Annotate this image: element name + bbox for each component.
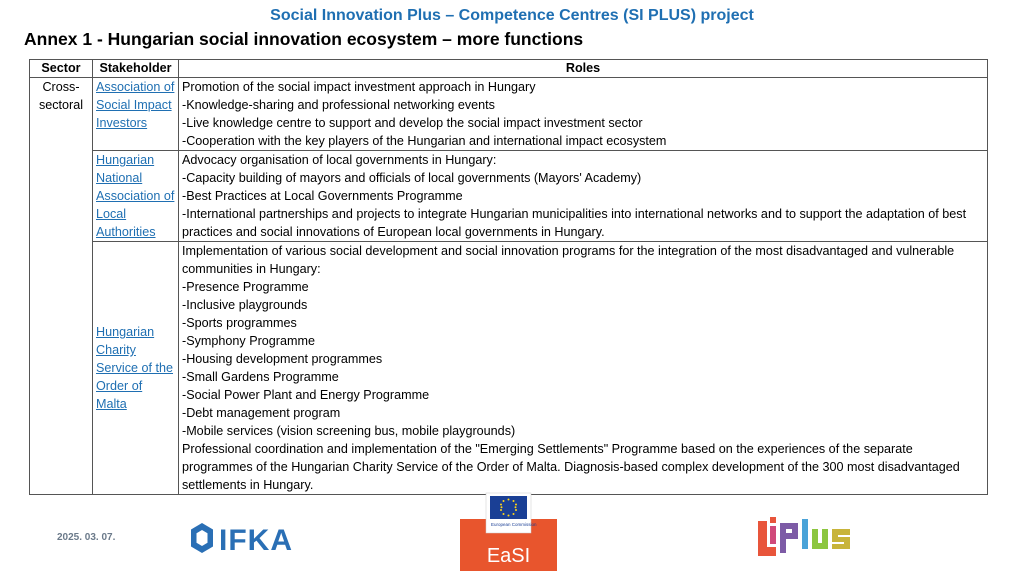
easi-caption: European Commission xyxy=(491,522,537,527)
role-line: Professional coordination and implementation of the "Emerging Settlements" Programme based on the experiences of the separate programmes of the Hungarian Charity Service of the Order of Malta. Diagnosis-based complex development of the 300 most disadvantaged settlements in Hungary. xyxy=(182,442,960,492)
role-line: -Live knowledge centre to support and develop the social impact investment sector xyxy=(182,116,643,130)
role-line: -Cooperation with the key players of the Hungarian and international impact ecosystem xyxy=(182,134,667,148)
stakeholder-cell xyxy=(93,78,179,151)
role-line: Promotion of the social impact investment approach in Hungary xyxy=(182,80,536,94)
table-header-row xyxy=(30,60,988,78)
role-line: -Knowledge-sharing and professional networking events xyxy=(182,98,495,112)
role-line: -Mobile services (vision screening bus, mobile playgrounds) xyxy=(182,424,516,438)
ifka-logo xyxy=(186,520,312,556)
role-line: -Symphony Programme xyxy=(182,334,315,348)
easi-logo-text: EaSI xyxy=(486,545,531,567)
slide-date: 2025. 03. 07. xyxy=(57,532,116,543)
roles-cell xyxy=(179,242,988,495)
role-line: -Sports programmes xyxy=(182,316,297,330)
roles-cell xyxy=(179,78,988,151)
stakeholder-link-malta[interactable]: Hungarian Charity Service of the Order of Malta xyxy=(96,325,174,411)
column-header-stakeholder: Stakeholder xyxy=(93,60,179,78)
role-line: Advocacy organisation of local governments in Hungary: xyxy=(182,153,497,167)
project-title: Social Innovation Plus – Competence Centres (SI PLUS) project xyxy=(270,7,754,24)
column-header-sector: Sector xyxy=(30,60,93,78)
table-row xyxy=(30,242,988,495)
table-row xyxy=(30,78,988,151)
stakeholder-cell xyxy=(93,242,179,495)
table-row xyxy=(30,151,988,242)
column-header-roles: Roles xyxy=(179,60,988,78)
stakeholder-link-asii[interactable]: Association of Social Impact Investors xyxy=(96,80,175,130)
role-line: Implementation of various social development and social innovation programs for the integration of the most disadvantaged and vulnerable communities in Hungary: xyxy=(182,244,955,276)
role-line: -Social Power Plant and Energy Programme xyxy=(182,388,430,402)
easi-logo xyxy=(460,491,557,571)
role-line: -Presence Programme xyxy=(182,280,309,294)
role-line: -Inclusive playgrounds xyxy=(182,298,308,312)
roles-cell xyxy=(179,151,988,242)
sector-cell: Cross-sectoral xyxy=(30,78,93,495)
page-title: Annex 1 - Hungarian social innovation ecosystem – more functions xyxy=(24,29,584,49)
roles-table xyxy=(29,59,988,495)
role-line: -International partnerships and projects to integrate Hungarian municipalities into international networks and to support the adaptation of best practices and social innovations of European local governments in Hungary. xyxy=(182,207,967,239)
role-line: -Small Gardens Programme xyxy=(182,370,339,384)
role-line: -Housing development programmes xyxy=(182,352,383,366)
stakeholder-link-tosz[interactable]: Hungarian National Association of Local Authorities xyxy=(96,153,175,239)
siplus-logo xyxy=(756,515,854,560)
role-line: -Debt management program xyxy=(182,406,341,420)
role-line: -Capacity building of mayors and officials of local governments (Mayors' Academy) xyxy=(182,171,642,185)
role-line: -Best Practices at Local Governments Programme xyxy=(182,189,463,203)
stakeholder-cell xyxy=(93,151,179,242)
ifka-logo-text: IFKA xyxy=(219,524,293,556)
